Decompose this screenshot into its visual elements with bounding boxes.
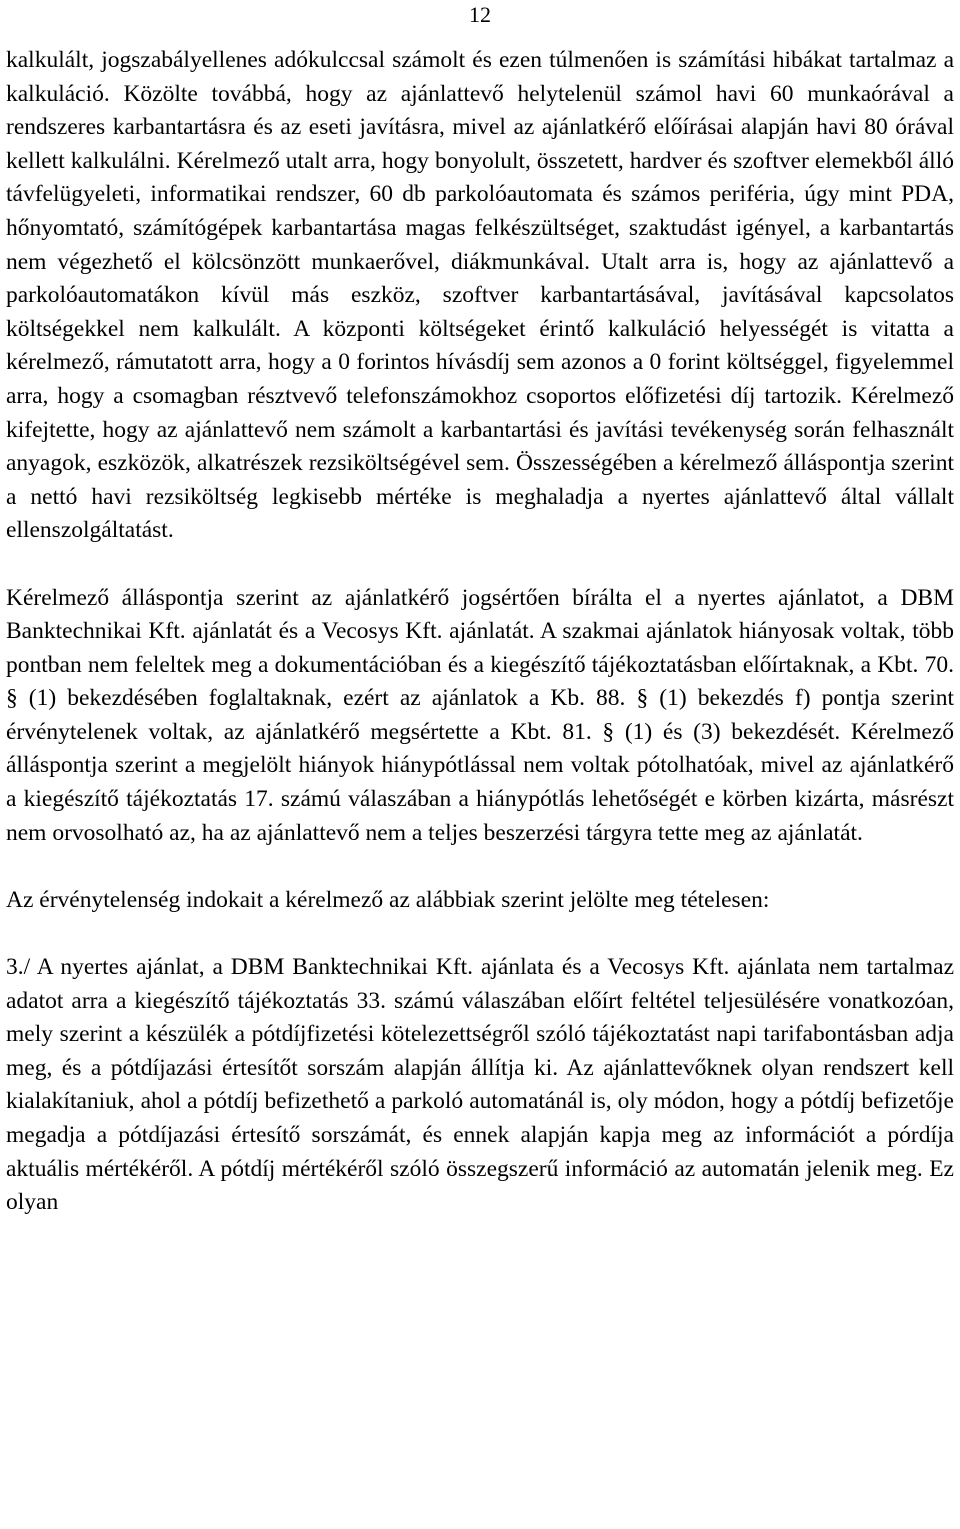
document-body [6, 44, 954, 1220]
paragraph-spacer [6, 548, 954, 582]
paragraph-point-3: 3./ A nyertes ajánlat, a DBM Banktechnikai Kft. ajánlata és a Vecosys Kft. ajánlata nem tartalmaz adatot arra a kiegészítő tájékoztatás 33. számú válaszában előírt feltétel teljesülésére vonatkozóan, mely szerint a készülék a pótdíjfizetési kötelezettségről szóló tájékoztatást napi tarifabontásban adja meg, és a pótdíjazási értesítőt sorszám alapján állítja ki. Az ajánlattevőknek olyan rendszert kell kialakítaniuk, ahol a pótdíj befizethető a parkoló automatánál is, oly módon, hogy a pótdíj befizetője megadja a pótdíjazási értesítő sorszámát, és ennek alapján kapja meg az információt a pórdíja aktuális mértékéről. A pótdíj mértékéről szóló összegszerű információ az automatán jelenik meg. Ez olyan [6, 954, 954, 1216]
page-number: 12 [469, 2, 491, 27]
paragraph-spacer [6, 917, 954, 951]
paragraph-cost-calculation: kalkulált, jogszabályellenes adókulccsal számolt és ezen túlmenően is számítási hibákat tartalmaz a kalkuláció. Közölte továbbá, hogy az ajánlattevő helytelenül számol havi 60 munkaórával a rendszeres karbantartásra és az eseti javításra, mivel az ajánlatkérő előírásai alapján havi 80 órával kellett kalkulálni. Kérelmező utalt arra, hogy bonyolult, összetett, hardver és szoftver elemekből álló távfelügyeleti, informatikai rendszer, 60 db parkolóautomata és számos periféria, úgy mint PDA, hőnyomtató, számítógépek karbantartása magas felkészültséget, szaktudást igényel, a karbantartás nem végezhető el kölcsönzött munkaerővel, diákmunkával. Utalt arra is, hogy az ajánlattevő a parkolóautomatákon kívül más eszköz, szoftver karbantartásával, javításával kapcsolatos költségekkel nem kalkulált. A központi költségeket érintő kalkuláció helyességét is vitatta a kérelmező, rámutatott arra, hogy a 0 forintos hívásdíj sem azonos a 0 forint költséggel, figyelemmel arra, hogy a csomagban résztvevő telefonszámokhoz csoportos előfizetési díj tartozik. Kérelmező kifejtette, hogy az ajánlattevő nem számolt a karbantartási és javítási tevékenység során felhasznált anyagok, eszközök, alkatrészek rezsiköltségével sem. Összességében a kérelmező álláspontja szerint a nettó havi rezsiköltség legkisebb mértéke is meghaladja a nyertes ajánlattevő által vállalt ellenszolgáltatást. [6, 47, 954, 544]
paragraph-spacer [6, 850, 954, 884]
paragraph-invalidity-intro: Az érvénytelenség indokait a kérelmező az alábbiak szerint jelölte meg tételesen: [6, 886, 770, 913]
paragraph-unlawful-evaluation: Kérelmező álláspontja szerint az ajánlatkérő jogsértően bírálta el a nyertes ajánlatot, a DBM Banktechnikai Kft. ajánlatát és a Vecosys Kft. ajánlatát. A szakmai ajánlatok hiányosak voltak, több pontban nem feleltek meg a dokumentációban és a kiegészítő tájékoztatásban előírtaknak, a Kbt. 70. § (1) bekezdésében foglaltaknak, ezért az ajánlatok a Kb. 88. § (1) bekezdés f) pontja szerint érvénytelenek voltak, az ajánlatkérő megsértette a Kbt. 81. § (1) és (3) bekezdését. Kérelmező álláspontja szerint a megjelölt hiányok hiánypótlással nem voltak pótolhatóak, mivel az ajánlatkérő a kiegészítő tájékoztatás 17. számú válaszában a hiánypótlás lehetőségét e körben kizárta, másrészt nem orvosolható az, ha az ajánlattevő nem a teljes beszerzési tárgyra tette meg az ajánlatát. [6, 584, 954, 846]
